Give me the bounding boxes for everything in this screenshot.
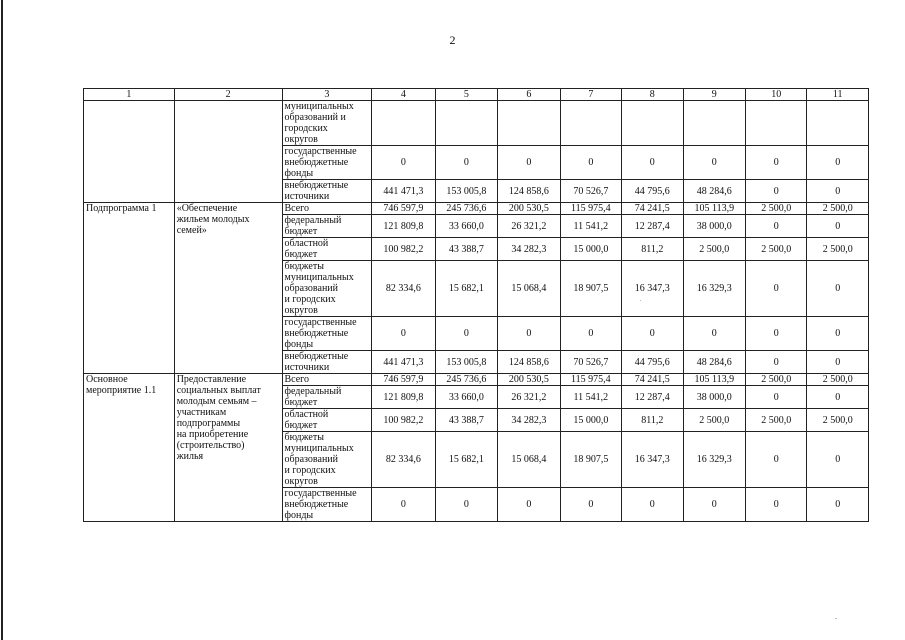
value-cell-col-4: 100 982,2 xyxy=(372,409,435,432)
funding-source-line: фонды xyxy=(284,339,314,350)
value-cell-col-8: 74 241,5 xyxy=(622,374,683,386)
program-code-cell xyxy=(84,374,175,522)
value-cell-col-5: 245 736,6 xyxy=(435,374,497,386)
value-cell-col-8: 811,2 xyxy=(622,238,683,261)
value-cell-col-7 xyxy=(560,101,621,146)
program-code-cell xyxy=(84,101,175,203)
value-cell-col-6: 0 xyxy=(498,146,560,180)
value-cell-col-11: 0 xyxy=(807,488,869,522)
value-cell-col-4: 0 xyxy=(372,317,435,351)
table-row xyxy=(84,374,869,386)
funding-source-line: государственные xyxy=(284,146,357,157)
value-cell-col-10: 2 500,0 xyxy=(746,409,807,432)
funding-source-cell xyxy=(282,203,372,215)
table-row xyxy=(84,203,869,215)
value-cell-col-5: 43 388,7 xyxy=(435,238,497,261)
value-cell-col-4: 0 xyxy=(372,488,435,522)
column-number-8: 8 xyxy=(622,89,683,101)
funding-source-line: внебюджетные xyxy=(284,157,349,168)
funding-source-cell xyxy=(282,386,372,409)
funding-source-cell xyxy=(282,238,372,261)
value-cell-col-9: 48 284,6 xyxy=(683,351,745,374)
program-code-line: мероприятие 1.1 xyxy=(86,385,157,396)
funding-source-cell xyxy=(282,351,372,374)
value-cell-col-9: 0 xyxy=(683,488,745,522)
column-number-7: 7 xyxy=(560,89,621,101)
funding-source-line: Всего xyxy=(284,203,310,214)
value-cell-col-10: 0 xyxy=(746,317,807,351)
value-cell-col-4: 746 597,9 xyxy=(372,374,435,386)
value-cell-col-5: 0 xyxy=(435,317,497,351)
value-cell-col-8 xyxy=(622,101,683,146)
program-code-line: Основное xyxy=(86,374,128,385)
funding-source-line: фонды xyxy=(284,510,314,521)
funding-source-line: внебюджетные xyxy=(284,328,349,339)
value-cell-col-9: 16 329,3 xyxy=(683,432,745,488)
value-cell-col-8: 16 347,3 xyxy=(622,432,683,488)
value-cell-col-5: 153 005,8 xyxy=(435,351,497,374)
value-cell-col-5: 0 xyxy=(435,146,497,180)
value-cell-col-6: 15 068,4 xyxy=(498,432,560,488)
value-cell-col-4: 441 471,3 xyxy=(372,180,435,203)
value-cell-col-10: 2 500,0 xyxy=(746,374,807,386)
funding-source-line: и городских xyxy=(284,465,336,476)
program-description-line: социальных выплат xyxy=(176,385,261,396)
funding-source-cell xyxy=(282,488,372,522)
funding-source-cell xyxy=(282,409,372,432)
value-cell-col-9: 38 000,0 xyxy=(683,386,745,409)
value-cell-col-10: 0 xyxy=(746,215,807,238)
value-cell-col-7: 18 907,5 xyxy=(560,432,621,488)
value-cell-col-10: 0 xyxy=(746,351,807,374)
value-cell-col-11: 0 xyxy=(807,432,869,488)
value-cell-col-8: 0 xyxy=(622,317,683,351)
value-cell-col-7: 0 xyxy=(560,146,621,180)
program-description-line: семей» xyxy=(176,225,207,236)
value-cell-col-4: 82 334,6 xyxy=(372,261,435,317)
program-description-line: участникам xyxy=(176,407,227,418)
value-cell-col-9: 0 xyxy=(683,146,745,180)
funding-source-line: муниципальных xyxy=(284,443,354,454)
funding-source-line: Всего xyxy=(284,374,310,385)
funding-source-cell xyxy=(282,261,372,317)
funding-source-line: государственные xyxy=(284,317,357,328)
value-cell-col-9: 105 113,9 xyxy=(683,203,745,215)
value-cell-col-6: 124 858,6 xyxy=(498,180,560,203)
value-cell-col-11: 0 xyxy=(807,317,869,351)
value-cell-col-7: 15 000,0 xyxy=(560,238,621,261)
value-cell-col-6: 26 321,2 xyxy=(498,215,560,238)
value-cell-col-7: 15 000,0 xyxy=(560,409,621,432)
value-cell-col-4: 100 982,2 xyxy=(372,238,435,261)
value-cell-col-7: 11 541,2 xyxy=(560,386,621,409)
column-number-10: 10 xyxy=(746,89,807,101)
funding-source-line: источники xyxy=(284,362,330,373)
value-cell-col-10: 0 xyxy=(746,261,807,317)
column-number-9: 9 xyxy=(683,89,745,101)
value-cell-col-8: 0 xyxy=(622,146,683,180)
header-row xyxy=(84,89,869,101)
value-cell-col-10: 0 xyxy=(746,488,807,522)
funding-source-line: округов xyxy=(284,305,318,316)
value-cell-col-4: 0 xyxy=(372,146,435,180)
value-cell-col-6: 15 068,4 xyxy=(498,261,560,317)
value-cell-col-11 xyxy=(807,101,869,146)
funding-source-line: внебюджетные xyxy=(284,180,349,191)
value-cell-col-4 xyxy=(372,101,435,146)
program-description-line: «Обеспечение xyxy=(176,203,238,214)
program-description-cell xyxy=(174,101,282,203)
funding-source-cell xyxy=(282,146,372,180)
program-description-cell xyxy=(174,374,282,522)
program-description-line: жилья xyxy=(176,451,204,462)
program-code-line: Подпрограмма 1 xyxy=(86,203,157,214)
value-cell-col-5: 15 682,1 xyxy=(435,261,497,317)
value-cell-col-5: 245 736,6 xyxy=(435,203,497,215)
value-cell-col-10: 0 xyxy=(746,146,807,180)
value-cell-col-6: 200 530,5 xyxy=(498,203,560,215)
value-cell-col-11: 2 500,0 xyxy=(807,409,869,432)
funding-source-line: внебюджетные xyxy=(284,351,349,362)
program-description-line: подпрограммы xyxy=(176,418,241,429)
funding-source-line: бюджеты xyxy=(284,261,324,272)
value-cell-col-7: 115 975,4 xyxy=(560,374,621,386)
program-description-cell xyxy=(174,203,282,374)
value-cell-col-6: 34 282,3 xyxy=(498,409,560,432)
value-cell-col-5: 0 xyxy=(435,488,497,522)
value-cell-col-4: 82 334,6 xyxy=(372,432,435,488)
funding-source-line: округов xyxy=(284,134,318,145)
value-cell-col-9: 48 284,6 xyxy=(683,180,745,203)
column-number-2: 2 xyxy=(174,89,282,101)
value-cell-col-5: 43 388,7 xyxy=(435,409,497,432)
funding-source-cell xyxy=(282,317,372,351)
value-cell-col-10: 2 500,0 xyxy=(746,238,807,261)
value-cell-col-9: 0 xyxy=(683,317,745,351)
funding-source-line: образований xyxy=(284,454,339,465)
value-cell-col-6: 200 530,5 xyxy=(498,374,560,386)
program-description-line: (строительство) xyxy=(176,440,245,451)
funding-source-line: внебюджетные xyxy=(284,499,349,510)
column-number-11: 11 xyxy=(807,89,869,101)
program-description-line: жильем молодых xyxy=(176,214,250,225)
value-cell-col-5: 153 005,8 xyxy=(435,180,497,203)
funding-source-cell xyxy=(282,215,372,238)
value-cell-col-11: 0 xyxy=(807,146,869,180)
value-cell-col-9: 105 113,9 xyxy=(683,374,745,386)
funding-source-cell xyxy=(282,101,372,146)
value-cell-col-10 xyxy=(746,101,807,146)
value-cell-col-5: 33 660,0 xyxy=(435,386,497,409)
column-number-3: 3 xyxy=(282,89,372,101)
value-cell-col-11: 0 xyxy=(807,261,869,317)
value-cell-col-4: 746 597,9 xyxy=(372,203,435,215)
value-cell-col-4: 121 809,8 xyxy=(372,386,435,409)
funding-source-line: бюджет xyxy=(284,420,318,431)
value-cell-col-9: 16 329,3 xyxy=(683,261,745,317)
value-cell-col-10: 0 xyxy=(746,386,807,409)
funding-source-cell xyxy=(282,374,372,386)
program-description-line: Предоставление xyxy=(176,374,247,385)
value-cell-col-4: 121 809,8 xyxy=(372,215,435,238)
budget-table xyxy=(83,88,869,522)
funding-source-line: фонды xyxy=(284,168,314,179)
value-cell-col-11: 2 500,0 xyxy=(807,374,869,386)
funding-source-line: образований и xyxy=(284,112,346,123)
value-cell-col-7: 18 907,5 xyxy=(560,261,621,317)
value-cell-col-7: 70 526,7 xyxy=(560,351,621,374)
value-cell-col-4: 441 471,3 xyxy=(372,351,435,374)
scan-speck xyxy=(835,618,837,619)
value-cell-col-8: 16 347,3 xyxy=(622,261,683,317)
value-cell-col-8: 12 287,4 xyxy=(622,215,683,238)
value-cell-col-8: 44 795,6 xyxy=(622,351,683,374)
value-cell-col-11: 0 xyxy=(807,386,869,409)
value-cell-col-6 xyxy=(498,101,560,146)
value-cell-col-11: 0 xyxy=(807,351,869,374)
value-cell-col-11: 2 500,0 xyxy=(807,203,869,215)
value-cell-col-9 xyxy=(683,101,745,146)
funding-source-line: бюджеты xyxy=(284,432,324,443)
column-number-6: 6 xyxy=(498,89,560,101)
value-cell-col-8: 44 795,6 xyxy=(622,180,683,203)
value-cell-col-6: 26 321,2 xyxy=(498,386,560,409)
column-number-5: 5 xyxy=(435,89,497,101)
funding-source-line: бюджет xyxy=(284,249,318,260)
funding-source-line: городских xyxy=(284,123,328,134)
table-row xyxy=(84,101,869,146)
column-number-1: 1 xyxy=(84,89,175,101)
funding-source-line: бюджет xyxy=(284,226,318,237)
funding-source-cell xyxy=(282,180,372,203)
funding-source-line: областной xyxy=(284,238,329,249)
funding-source-line: образований xyxy=(284,283,339,294)
value-cell-col-7: 0 xyxy=(560,317,621,351)
value-cell-col-9: 38 000,0 xyxy=(683,215,745,238)
value-cell-col-7: 70 526,7 xyxy=(560,180,621,203)
value-cell-col-9: 2 500,0 xyxy=(683,238,745,261)
program-code-cell xyxy=(84,203,175,374)
funding-source-line: областной xyxy=(284,409,329,420)
program-description-line: на приобретение xyxy=(176,429,249,440)
value-cell-col-5: 15 682,1 xyxy=(435,432,497,488)
value-cell-col-6: 34 282,3 xyxy=(498,238,560,261)
funding-source-line: бюджет xyxy=(284,397,318,408)
value-cell-col-6: 124 858,6 xyxy=(498,351,560,374)
funding-source-line: федеральный xyxy=(284,215,342,226)
value-cell-col-7: 115 975,4 xyxy=(560,203,621,215)
value-cell-col-8: 12 287,4 xyxy=(622,386,683,409)
program-description-line: молодым семьям – xyxy=(176,396,257,407)
value-cell-col-8: 0 xyxy=(622,488,683,522)
page-left-border xyxy=(1,0,3,640)
value-cell-col-6: 0 xyxy=(498,317,560,351)
page-number: 2 xyxy=(449,33,456,47)
value-cell-col-7: 0 xyxy=(560,488,621,522)
value-cell-col-11: 0 xyxy=(807,215,869,238)
value-cell-col-9: 2 500,0 xyxy=(683,409,745,432)
funding-source-line: источники xyxy=(284,191,330,202)
funding-source-line: государственные xyxy=(284,488,357,499)
value-cell-col-7: 11 541,2 xyxy=(560,215,621,238)
funding-source-cell xyxy=(282,432,372,488)
funding-source-line: и городских xyxy=(284,294,336,305)
value-cell-col-11: 2 500,0 xyxy=(807,238,869,261)
column-number-4: 4 xyxy=(372,89,435,101)
value-cell-col-8: 74 241,5 xyxy=(622,203,683,215)
value-cell-col-10: 2 500,0 xyxy=(746,203,807,215)
value-cell-col-8: 811,2 xyxy=(622,409,683,432)
value-cell-col-10: 0 xyxy=(746,432,807,488)
value-cell-col-10: 0 xyxy=(746,180,807,203)
funding-source-line: округов xyxy=(284,476,318,487)
value-cell-col-5 xyxy=(435,101,497,146)
value-cell-col-5: 33 660,0 xyxy=(435,215,497,238)
value-cell-col-6: 0 xyxy=(498,488,560,522)
value-cell-col-11: 0 xyxy=(807,180,869,203)
funding-source-line: муниципальных xyxy=(284,101,354,112)
funding-source-line: муниципальных xyxy=(284,272,354,283)
funding-source-line: федеральный xyxy=(284,386,342,397)
